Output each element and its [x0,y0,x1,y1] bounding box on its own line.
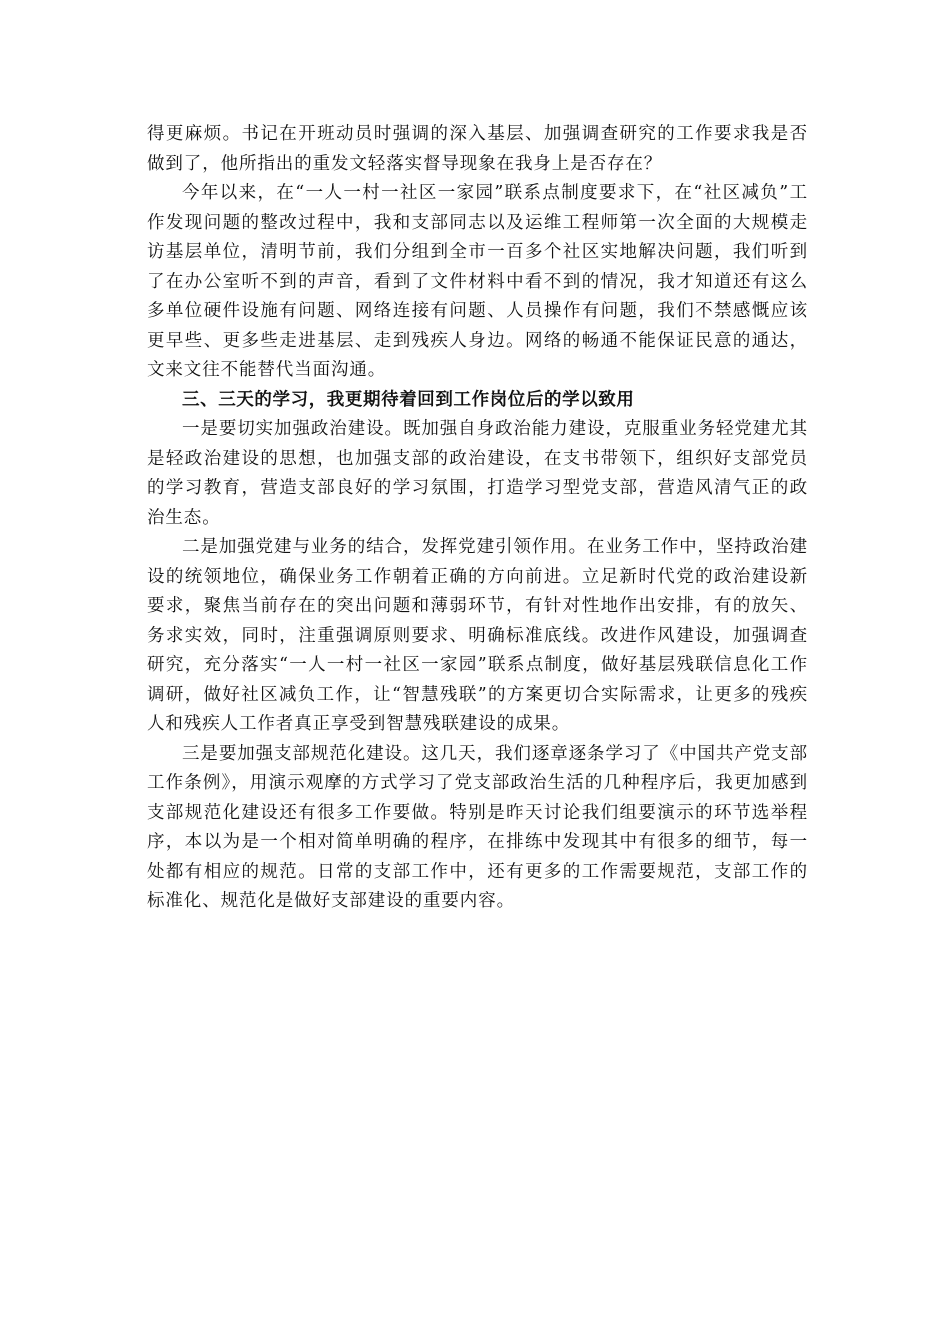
document-page [147,120,808,917]
paragraph-branch-standardization: 三是要加强支部规范化建设。这几天，我们逐章逐条学习了《中国共产党支部工作条例》，用演示观摩的方式学习了党支部政治生活的几种程序后，我更加感到支部规范化建设还有很多工作要做。特别是昨天讨论我们组要演示的环节选举程序，本以为是一个相对简单明确的程序，在排练中发现其中有很多的细节，每一处都有相应的规范。日常的支部工作中，还有更多的工作需要规范，支部工作的标准化、规范化是做好支部建设的重要内容。 [147,743,808,911]
paragraph-grassroots-visits: 今年以来，在“一人一村一社区一家园”联系点制度要求下，在“社区减负”工作发现问题的整改过程中，我和支部同志以及运维工程师第一次全面的大规模走访基层单位，清明节前，我们分组到全市一百多个社区实地解决问题，我们听到了在办公室听不到的声音，看到了文件材料中看不到的情况，我才知道还有这么多单位硬件设施有问题、网络连接有问题、人员操作有问题，我们不禁感慨应该更早些、更多些走进基层、走到残疾人身边。网络的畅通不能保证民意的通达，文来文往不能替代当面沟通。 [147,183,808,380]
paragraph-continuation: 得更麻烦。书记在开班动员时强调的深入基层、加强调查研究的工作要求我是否做到了，他所指出的重发文轻落实督导现象在我身上是否存在？ [147,124,808,174]
paragraph-political-building: 一是要切实加强政治建设。既加强自身政治能力建设，克服重业务轻党建尤其是轻政治建设的思想，也加强支部的政治建设，在支书带领下，组织好支部党员的学习教育，营造支部良好的学习氛围，打造学习型党支部，营造风清气正的政治生态。 [147,419,808,528]
paragraph-party-business-integration: 二是加强党建与业务的结合，发挥党建引领作用。在业务工作中，坚持政治建设的统领地位，确保业务工作朝着正确的方向前进。立足新时代党的政治建设新要求，聚焦当前存在的突出问题和薄弱环节，有针对性地作出安排，有的放矢、务求实效，同时，注重强调原则要求、明确标准底线。改进作风建设，加强调查研究，充分落实“一人一村一社区一家园”联系点制度，做好基层残联信息化工作调研，做好社区减负工作，让“智慧残联”的方案更切合实际需求，让更多的残疾人和残疾人工作者真正享受到智慧残联建设的成果。 [147,537,808,734]
section-heading-three: 三、三天的学习，我更期待着回到工作岗位后的学以致用 [182,389,635,410]
